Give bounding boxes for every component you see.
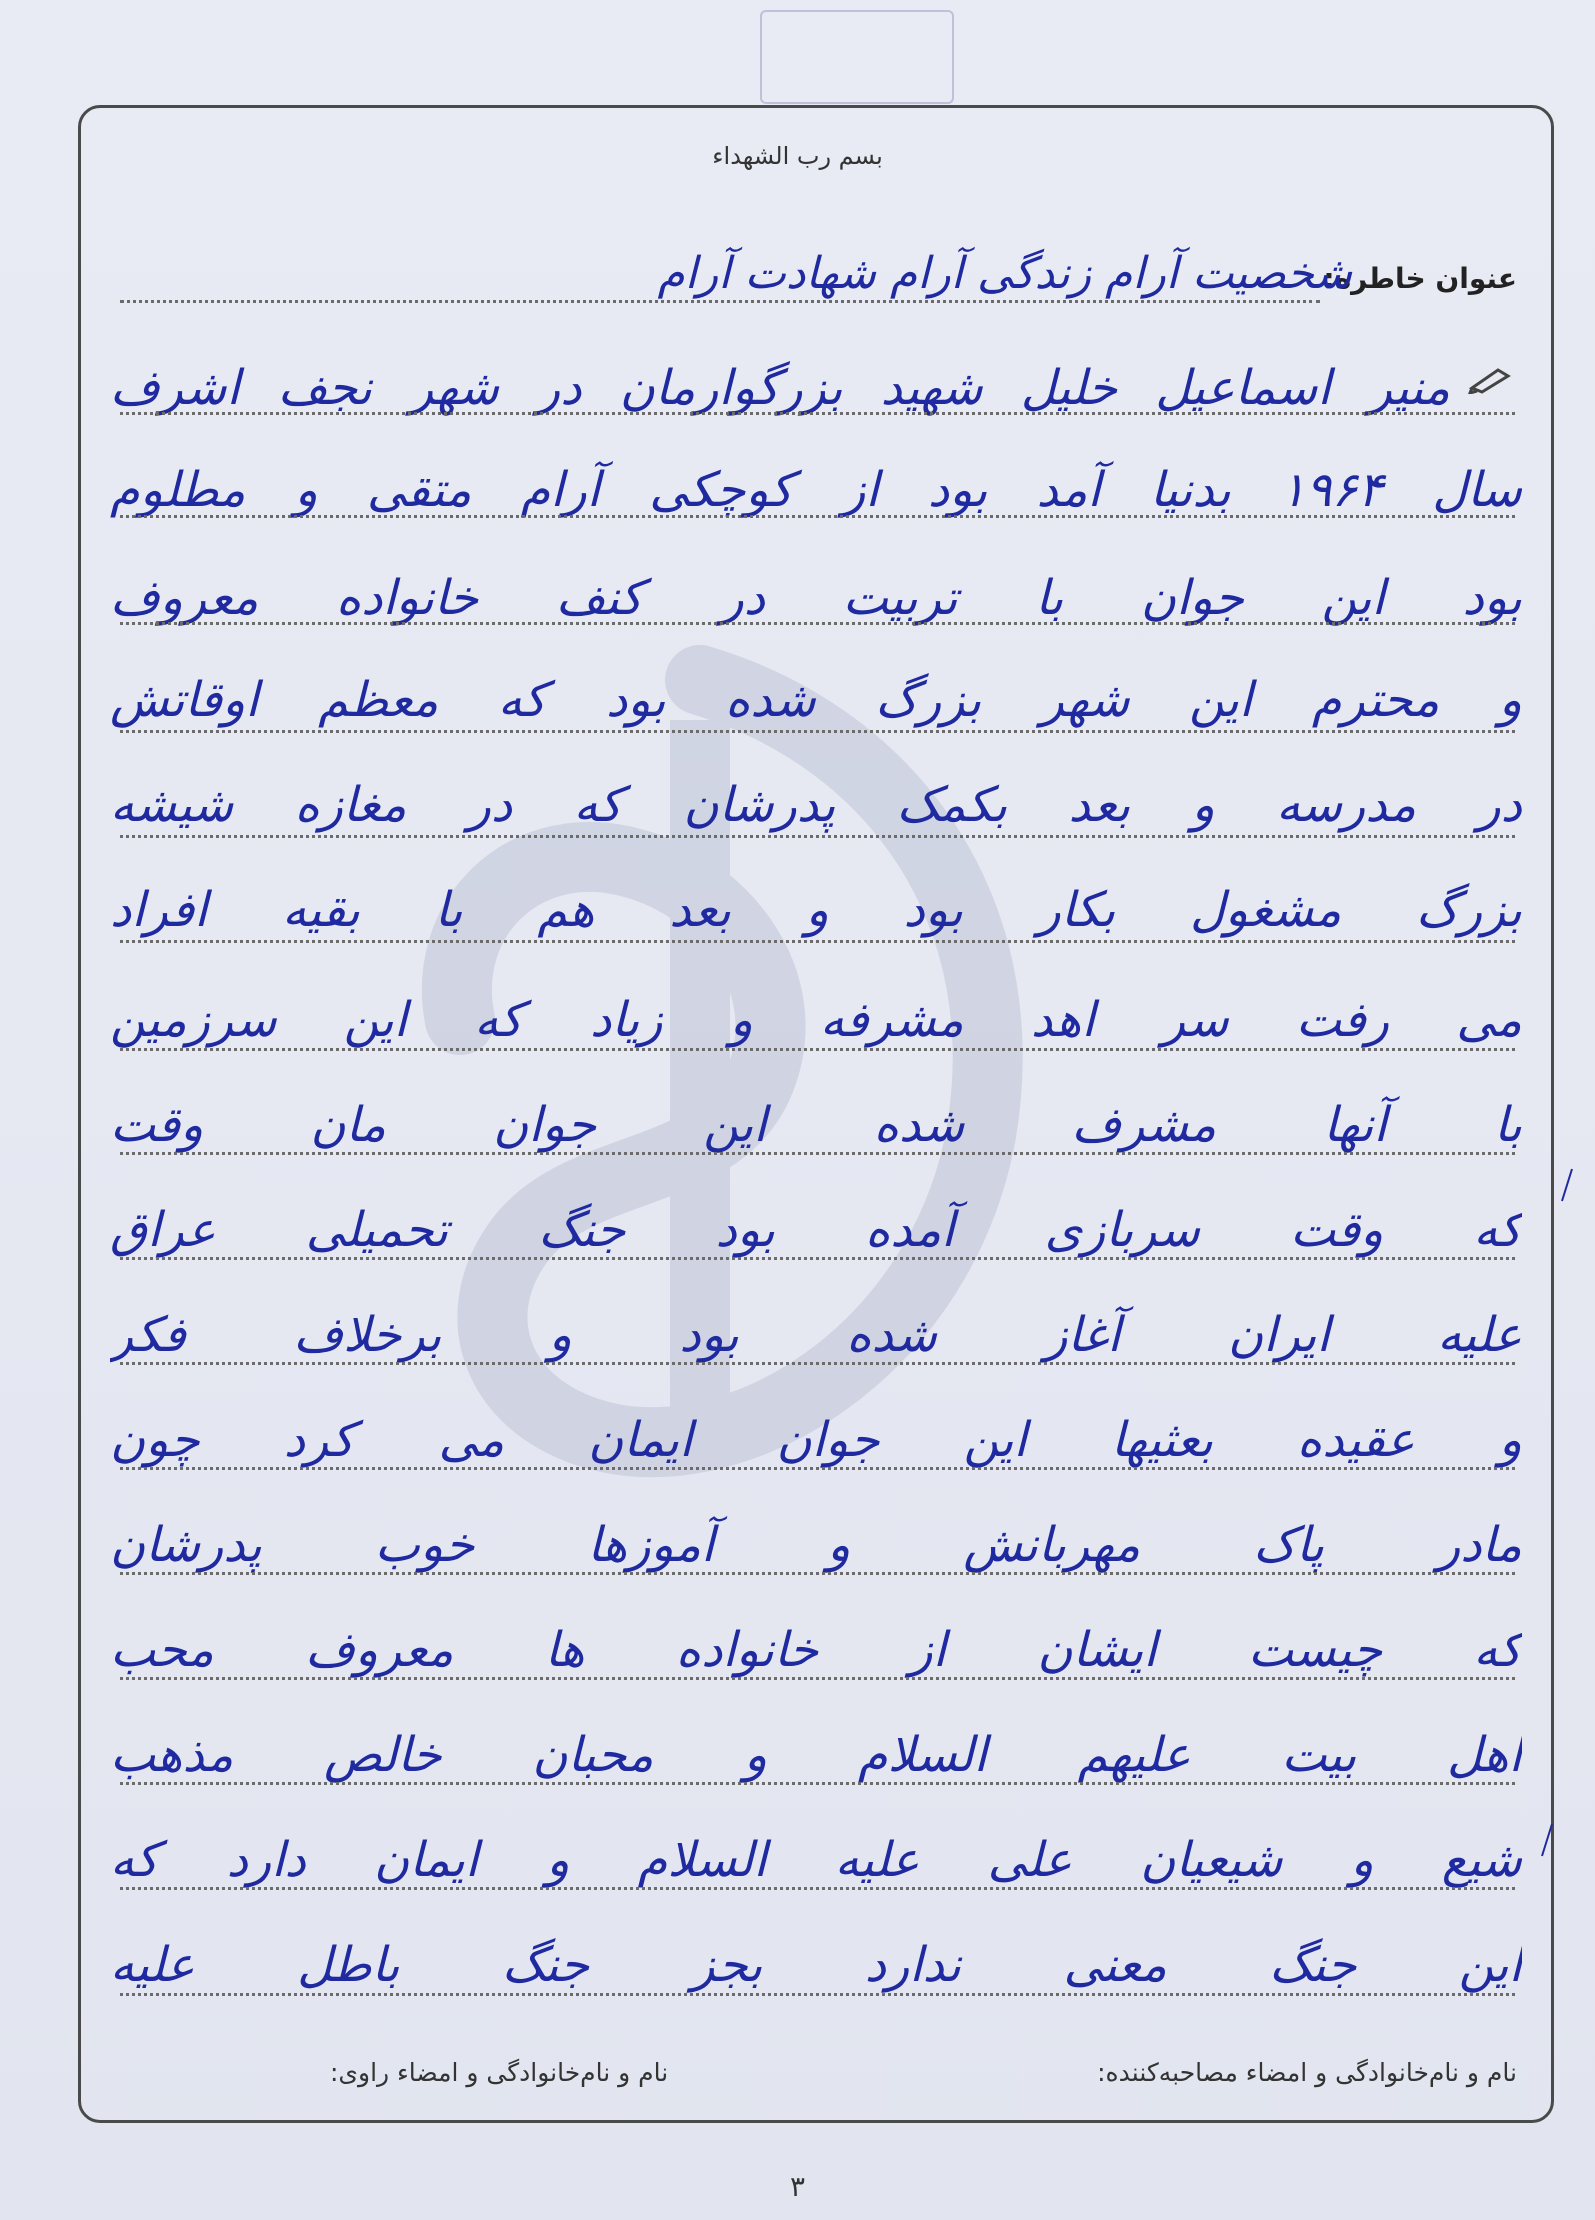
handwritten-line: با آنها مشرف شده این جوان مان وقت — [110, 1097, 1522, 1153]
watermark-emblem-icon — [200, 620, 1200, 1520]
dotted-line — [120, 1467, 1515, 1470]
handwritten-line: سال ۱۹۶۴ بدنیا آمد بود از کوچکی آرام متقی و مطلوم — [110, 462, 1522, 518]
dotted-line — [120, 1257, 1515, 1260]
handwritten-line: که چیست ایشان از خانواده ها معروف محب — [110, 1622, 1522, 1678]
dotted-line — [120, 622, 1515, 625]
dotted-line — [120, 1362, 1515, 1365]
handwritten-line: در مدرسه و بعد بکمک پدرشان که در مغازه شیشه — [110, 777, 1522, 833]
page-number: ۳ — [789, 2170, 806, 2203]
dotted-line — [120, 412, 1515, 415]
pencil-icon — [1468, 366, 1512, 394]
title-row — [170, 248, 1517, 308]
title-dotted-line — [120, 300, 1320, 303]
margin-tick-mark — [1560, 1165, 1574, 1205]
margin-tick-mark — [1540, 1820, 1554, 1860]
dotted-line — [120, 940, 1515, 943]
interviewer-signature-label: نام و نام‌خانوادگی و امضاء مصاحبه‌کننده: — [1097, 2058, 1517, 2087]
handwritten-line: علیه ایران آغاز شده بود و برخلاف فکر — [110, 1307, 1522, 1363]
dotted-line — [120, 1782, 1515, 1785]
handwritten-line: می رفت سر اهد مشرفه و زیاد که این سرزمین — [110, 992, 1522, 1048]
dotted-line — [120, 515, 1515, 518]
handwritten-line: که وقت سربازی آمده بود جنگ تحمیلی عراق — [110, 1202, 1522, 1258]
dotted-line — [120, 1677, 1515, 1680]
handwritten-line: اهل بیت علیهم السلام و محبان خالص مذهب — [110, 1727, 1522, 1783]
handwritten-line: شیع و شیعیان علی علیه السلام و ایمان دارد که — [110, 1832, 1522, 1888]
handwritten-line: بود این جوان با تربیت در کنف خانواده معروف — [110, 570, 1522, 626]
dotted-line — [120, 1887, 1515, 1890]
dotted-line — [120, 835, 1515, 838]
stamp-mark — [760, 10, 954, 104]
handwritten-line: و محترم این شهر بزرگ شده بود که معظم اوقاتش — [110, 672, 1522, 728]
title-value: شخصیت آرام زندگی آرام شهادت آرام — [657, 248, 1352, 299]
handwritten-line: و عقیده بعثیها این جوان ایمان می کرد چون — [110, 1412, 1522, 1468]
handwritten-line: این جنگ معنی ندارد بجز جنگ باطل علیه — [110, 1937, 1522, 1993]
dotted-line — [120, 1993, 1515, 1996]
dotted-line — [120, 1048, 1515, 1051]
dotted-line — [120, 730, 1515, 733]
handwritten-line: مادر پاک مهربانش و آموزها خوب پدرشان — [110, 1517, 1522, 1573]
title-label: عنوان خاطره: — [1323, 262, 1517, 295]
handwritten-line: بزرگ مشغول بکار بود و بعد هم با بقیه افراد — [110, 882, 1522, 938]
dotted-line — [120, 1572, 1515, 1575]
handwritten-line: منیر اسماعیل خلیل شهید بزرگوارمان در شهر نجف اشرف — [110, 360, 1450, 416]
narrator-signature-label: نام و نام‌خانوادگی و امضاء راوی: — [330, 2058, 669, 2087]
basmala-header: بسم رب الشهداء — [712, 142, 883, 170]
dotted-line — [120, 1152, 1515, 1155]
